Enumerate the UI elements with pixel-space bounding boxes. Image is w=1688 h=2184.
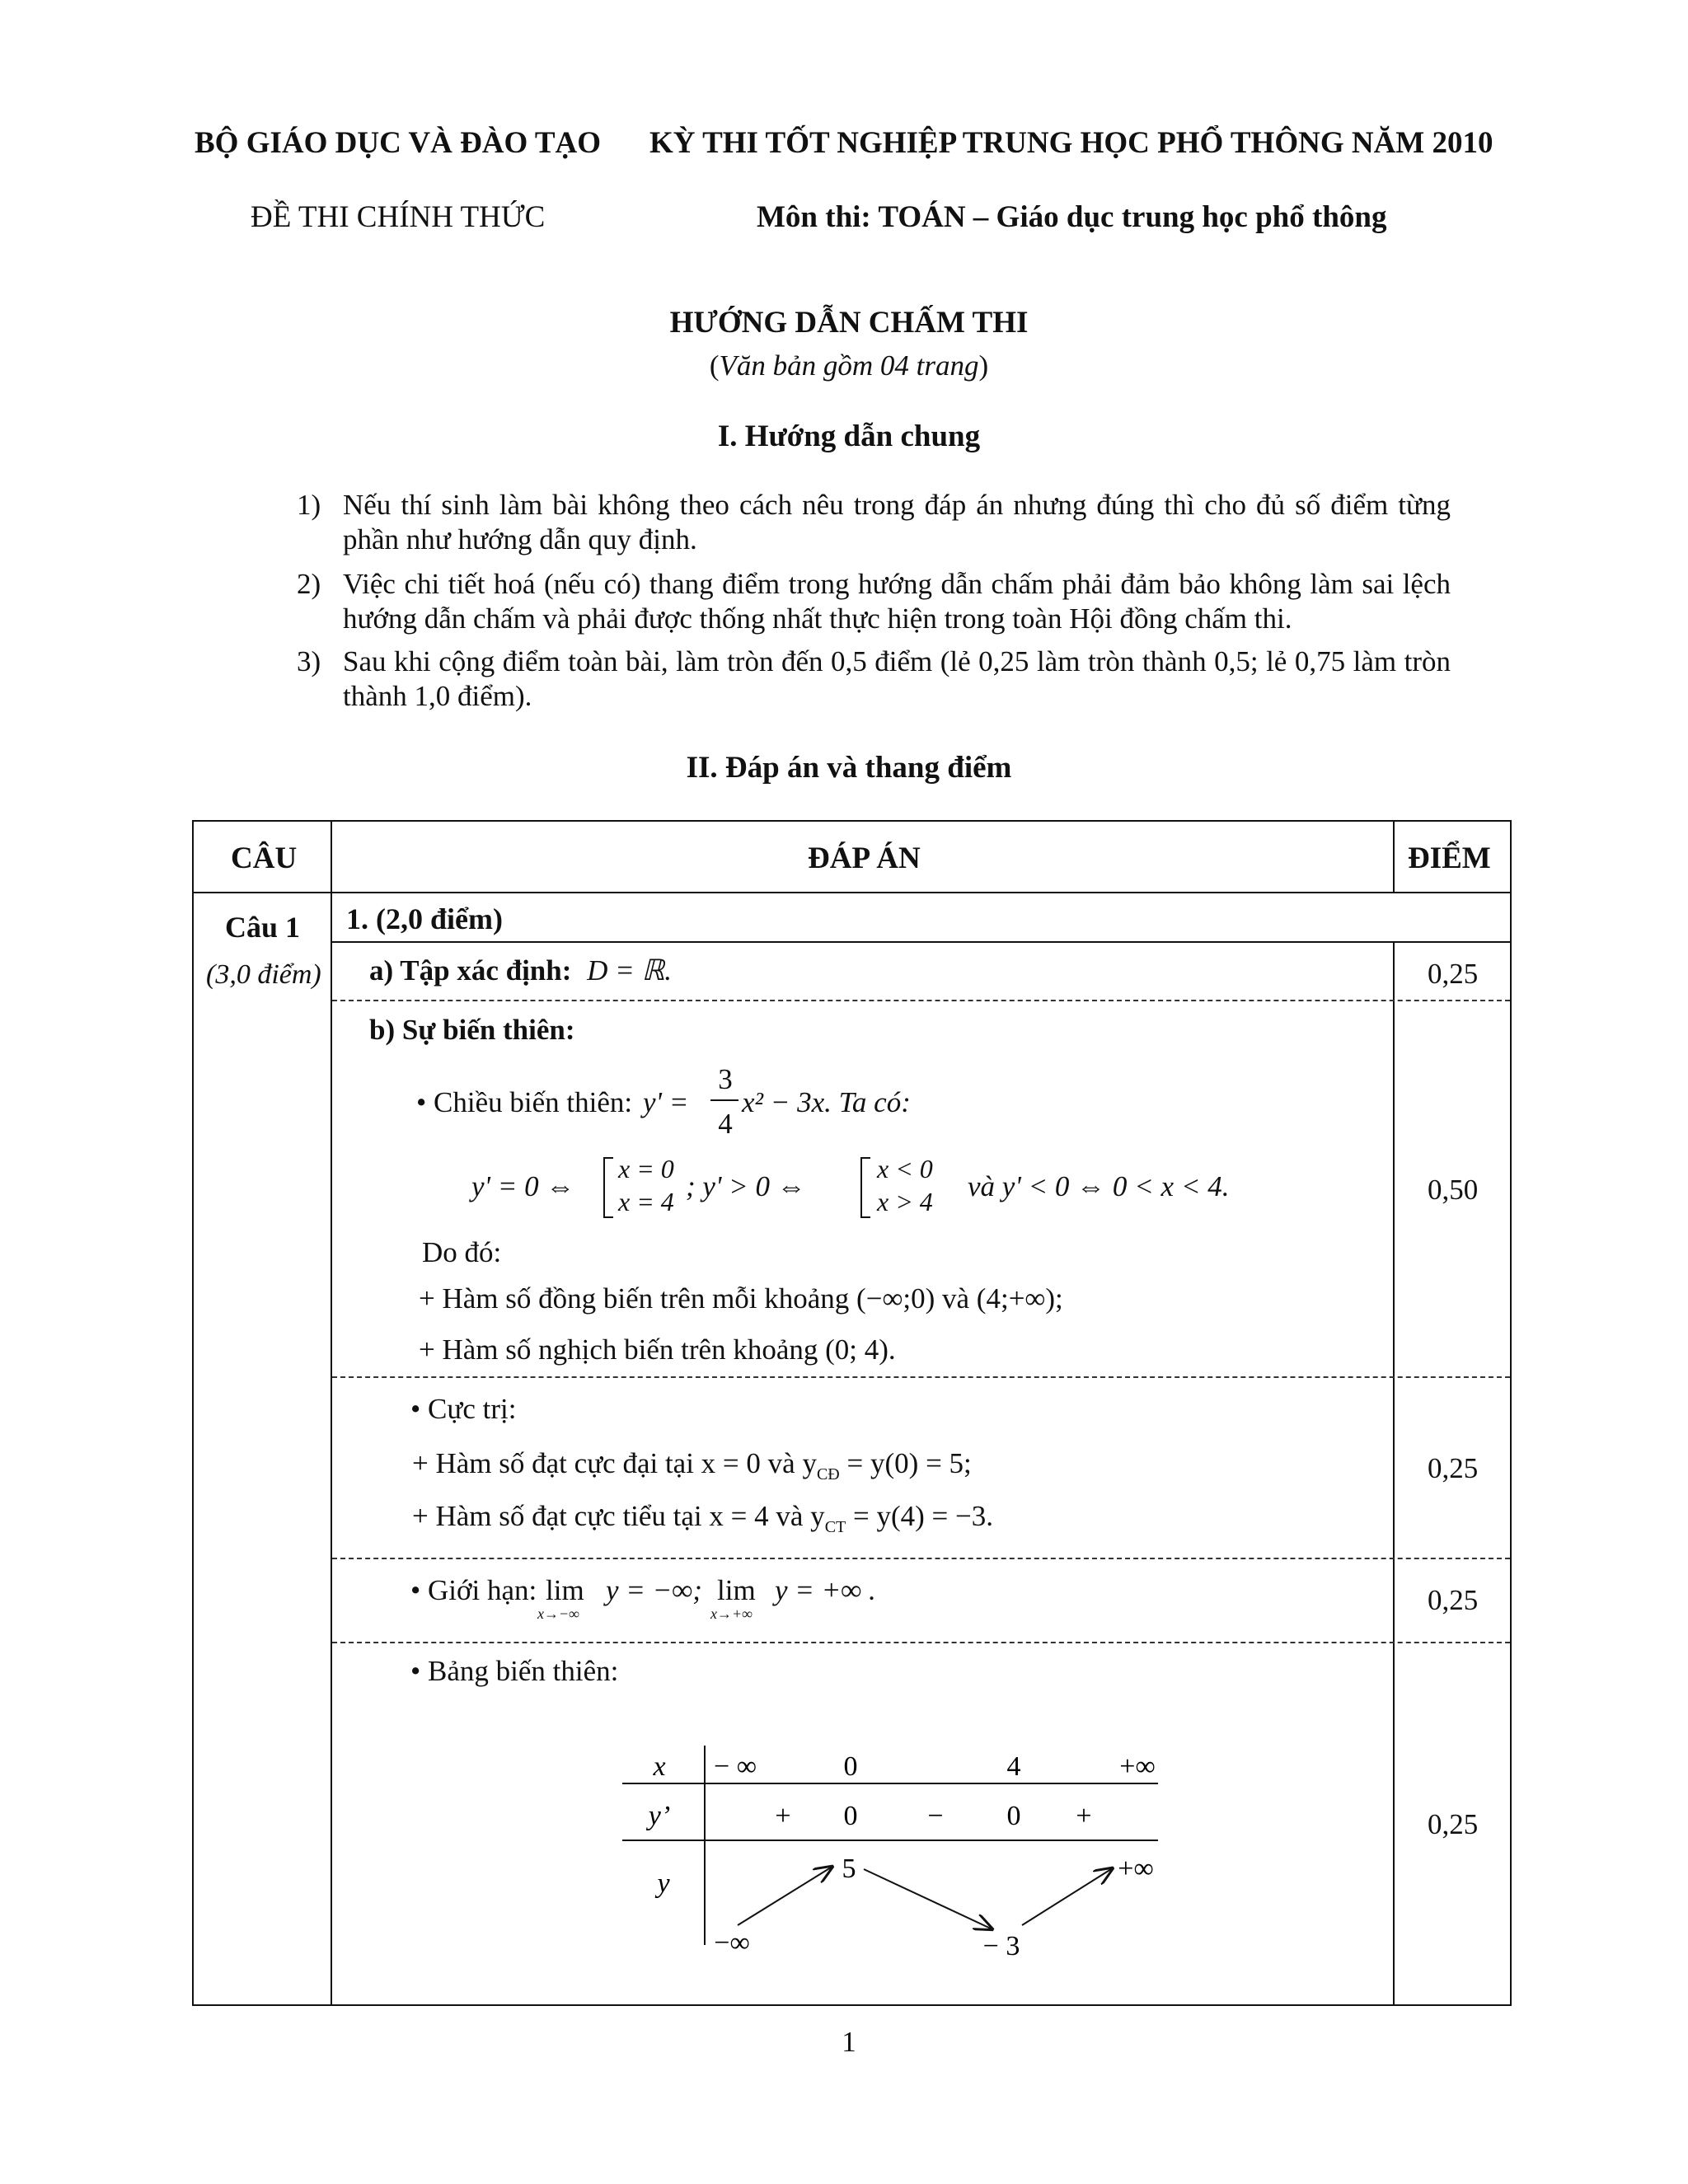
vt-x-1: 0 xyxy=(843,1751,858,1782)
vt-x-0: − ∞ xyxy=(714,1751,757,1782)
vt-x-2: 4 xyxy=(1006,1751,1021,1782)
col-divider-diem xyxy=(1393,941,1395,2006)
guideline-item-2 xyxy=(297,567,1451,636)
header-separator xyxy=(192,892,1512,893)
part1-label: 1. (2,0 điểm) xyxy=(346,902,503,935)
derivative-prefix: • Chiều biến thiên: xyxy=(416,1086,633,1118)
vt-yp-3: 0 xyxy=(1006,1801,1021,1831)
ministry-name: BỘ GIÁO DỤC VÀ ĐÀO TẠO xyxy=(195,126,602,160)
vt-label-yprime: y’ xyxy=(648,1801,671,1831)
eq-case-1a: x = 0 xyxy=(618,1154,674,1183)
item-text: Nếu thí sinh làm bài không theo cách nêu trong đáp án nhưng đúng thì cho đủ số điểm từng phần như hướng dẫn quy định. xyxy=(343,489,1451,555)
doc-title: HƯỚNG DẪN CHẤM THI xyxy=(669,306,1029,340)
frac-numerator: 3 xyxy=(718,1063,733,1095)
table-bottom-border xyxy=(192,2004,1512,2006)
therefore-label: Do đó: xyxy=(422,1236,502,1268)
domain-math: D = ℝ. xyxy=(587,954,673,987)
eq-case-1b: x = 4 xyxy=(618,1187,674,1216)
vt-label-y: y xyxy=(657,1868,670,1899)
lim-minus-sub: x→−∞ xyxy=(537,1605,579,1622)
page-number: 1 xyxy=(842,2026,856,2058)
vt-yp-2: − xyxy=(927,1801,944,1831)
vt-yp-0: + xyxy=(775,1801,791,1831)
table-left-border xyxy=(192,820,194,2006)
col-divider-cau xyxy=(331,820,332,2006)
score: 0,25 xyxy=(1428,1452,1479,1484)
vt-y-2: − 3 xyxy=(982,1931,1020,1961)
local-min-text: + Hàm số đạt cực tiểu tại x = 4 và $y_{CT} = y(4) = -3$. xyxy=(412,1500,994,1536)
increasing-text: + Hàm số đồng biến trên mỗi khoảng (−∞;0) và (4;+∞); xyxy=(419,1282,1063,1315)
doc-subtitle: (Văn bản gồm 04 trang) xyxy=(709,349,989,382)
bracket-1 xyxy=(603,1157,613,1218)
eq-case-2a: x < 0 xyxy=(877,1154,933,1183)
item-number: 1) xyxy=(297,489,321,521)
vt-yp-1: 0 xyxy=(843,1801,858,1831)
table-top-border xyxy=(192,820,1512,822)
item-number: 2) xyxy=(297,568,321,600)
derivative-y: y' = xyxy=(643,1086,689,1118)
col-divider-diem-header xyxy=(1393,820,1395,893)
section1-heading: I. Hướng dẫn chung xyxy=(717,419,981,453)
item-text: Sau khi cộng điểm toàn bài, làm tròn đến 0,5 điểm (lẻ 0,25 làm tròn thành 0,5; lẻ 0,75 làm tròn thành 1,0 điểm). xyxy=(343,645,1451,712)
local-max-text: + Hàm số đạt cực đại tại x = 0 và $y_{CĐ} = y(0) = 5$; xyxy=(412,1447,972,1483)
exam-title: KỲ THI TỐT NGHIỆP TRUNG HỌC PHỔ THÔNG NĂM 2010 xyxy=(649,126,1493,160)
frac-denominator: 4 xyxy=(718,1108,733,1140)
lim-plus-sub: x→+∞ xyxy=(710,1605,753,1622)
vt-arrow-down xyxy=(864,1869,991,1929)
vt-arrow-up-1 xyxy=(738,1868,831,1925)
item-number: 3) xyxy=(297,645,321,677)
vt-y-1: 5 xyxy=(842,1854,856,1884)
guideline-item-1 xyxy=(297,488,1451,557)
vt-label-x: x xyxy=(653,1751,666,1782)
eq-left: y' = 0 ⇔ xyxy=(471,1170,575,1202)
extrema-label: • Cực trị: xyxy=(410,1393,517,1425)
score: 0,50 xyxy=(1428,1174,1479,1206)
eq-case-2b: x > 4 xyxy=(877,1187,933,1216)
variation-table-label: • Bảng biến thiên: xyxy=(410,1655,619,1687)
frac-bar xyxy=(710,1099,738,1101)
guideline-item-3 xyxy=(297,644,1451,714)
lim-plus-value: y = +∞ . xyxy=(775,1574,876,1606)
score: 0,25 xyxy=(1428,958,1479,990)
dashed-separator xyxy=(332,1376,1510,1378)
domain-label: a) Tập xác định: xyxy=(369,954,572,987)
score: 0,25 xyxy=(1428,1808,1479,1840)
derivative-rest: x² − 3x. Ta có: xyxy=(742,1086,911,1118)
vt-y-3: +∞ xyxy=(1118,1854,1154,1884)
decreasing-text: + Hàm số nghịch biến trên khoảng (0; 4). xyxy=(419,1333,896,1366)
dashed-separator xyxy=(332,1642,1510,1643)
vt-y-0: −∞ xyxy=(714,1928,750,1958)
eq-right: và y' < 0 ⇔ 0 < x < 4. xyxy=(968,1170,1230,1202)
header-cau: CÂU xyxy=(231,841,298,875)
official-label: ĐỀ THI CHÍNH THỨC xyxy=(251,200,546,234)
dashed-separator xyxy=(332,1000,1510,1001)
subject-label: Môn thi: TOÁN – Giáo dục trung học phổ thông xyxy=(757,200,1387,234)
lim-plus: lim xyxy=(717,1574,756,1606)
variation-label: b) Sự biến thiên: xyxy=(369,1014,575,1046)
domain-row xyxy=(369,954,672,987)
vt-x-3: +∞ xyxy=(1119,1751,1156,1782)
eq-mid: ; y' > 0 ⇔ xyxy=(686,1170,806,1202)
vt-arrow-up-2 xyxy=(1022,1869,1111,1925)
variation-table xyxy=(610,1731,1187,1978)
lim-minus-value: y = −∞; xyxy=(606,1574,702,1606)
vt-yp-4: + xyxy=(1076,1801,1092,1831)
question-points: (3,0 điểm) xyxy=(206,959,321,990)
header-diem: ĐIỂM xyxy=(1408,841,1491,875)
limits-label: • Giới hạn: xyxy=(410,1574,537,1606)
part1-separator xyxy=(331,941,1512,943)
question-label: Câu 1 xyxy=(225,911,301,944)
table-right-border xyxy=(1510,820,1512,2006)
header-dapan: ĐÁP ÁN xyxy=(808,841,921,875)
section2-heading: II. Đáp án và thang điểm xyxy=(686,751,1012,785)
bracket-2 xyxy=(860,1157,870,1218)
item-text: Việc chi tiết hoá (nếu có) thang điểm trong hướng dẫn chấm phải đảm bảo không làm sai lệch hướng dẫn chấm và phải được thống nhất thực hiện trong toàn Hội đồng chấm thi. xyxy=(343,568,1451,635)
dashed-separator xyxy=(332,1558,1510,1559)
score: 0,25 xyxy=(1428,1584,1479,1616)
lim-minus: lim xyxy=(546,1574,584,1606)
